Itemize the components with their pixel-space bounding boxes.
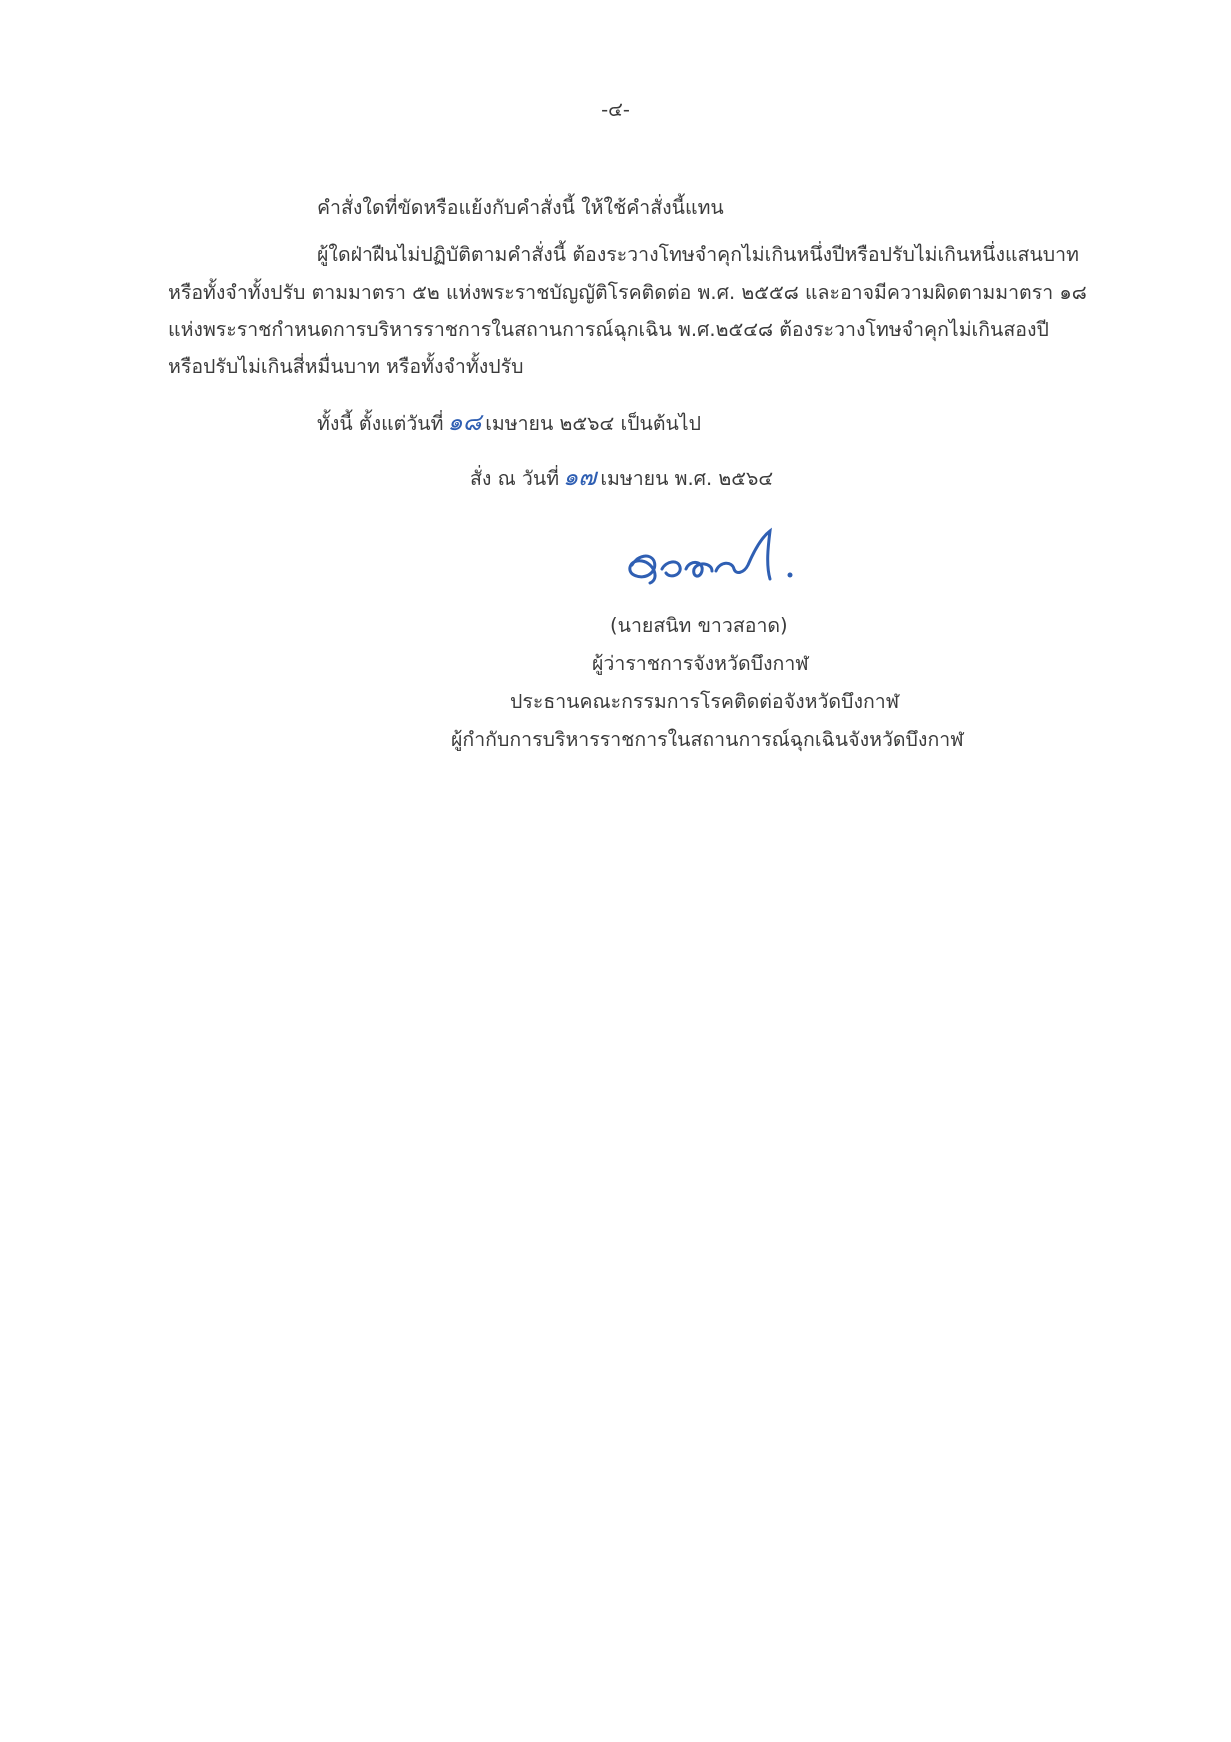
paragraph-penalty-line-3: แห่งพระราชกำหนดการบริหารราชการในสถานการณ์ฉุกเฉิน พ.ศ.๒๕๔๘ ต้องระวางโทษจำคุกไม่เกินสองปี — [168, 318, 1049, 341]
signatory-title-emergency-director: ผู้กำกับการบริหารราชการในสถานการณ์ฉุกเฉินจังหวัดบึงกาฬ — [451, 728, 964, 751]
page-number: -๔- — [601, 98, 630, 121]
signatory-name: (นายสนิท ขาวสอาด) — [610, 614, 788, 637]
paragraph-penalty-line-2: หรือทั้งจำทั้งปรับ ตามมาตรา ๕๒ แห่งพระราชบัญญัติโรคติดต่อ พ.ศ. ๒๕๕๘ และอาจมีความผิดตามมาตรา ๑๘ — [168, 281, 1087, 304]
signatory-title-committee-chair: ประธานคณะกรรมการโรคติดต่อจังหวัดบึงกาฬ — [510, 690, 900, 713]
effective-day-handwritten: ๑๘ — [447, 408, 482, 436]
effective-date-suffix: เมษายน ๒๕๖๔ เป็นต้นไป — [485, 412, 701, 435]
order-day-handwritten: ๑๗ — [563, 463, 597, 491]
order-date-line — [470, 459, 773, 497]
order-date-suffix: เมษายน พ.ศ. ๒๕๖๔ — [600, 467, 774, 490]
paragraph-penalty-line-1: ผู้ใดฝ่าฝืนไม่ปฏิบัติตามคำสั่งนี้ ต้องระวางโทษจำคุกไม่เกินหนึ่งปีหรือปรับไม่เกินหนึ่งแสนบาท — [317, 243, 1079, 266]
effective-date-line — [317, 404, 701, 442]
order-date-prefix: สั่ง ณ วันที่ — [470, 467, 560, 490]
paragraph-penalty-line-4: หรือปรับไม่เกินสี่หมื่นบาท หรือทั้งจำทั้งปรับ — [168, 355, 524, 378]
effective-date-prefix: ทั้งนี้ ตั้งแต่วันที่ — [317, 412, 444, 435]
paragraph-conflict-clause: คำสั่งใดที่ขัดหรือแย้งกับคำสั่งนี้ ให้ใช้คำสั่งนี้แทน — [317, 196, 724, 219]
handwritten-signature — [620, 525, 810, 595]
signatory-title-governor: ผู้ว่าราชการจังหวัดบึงกาฬ — [592, 652, 809, 675]
